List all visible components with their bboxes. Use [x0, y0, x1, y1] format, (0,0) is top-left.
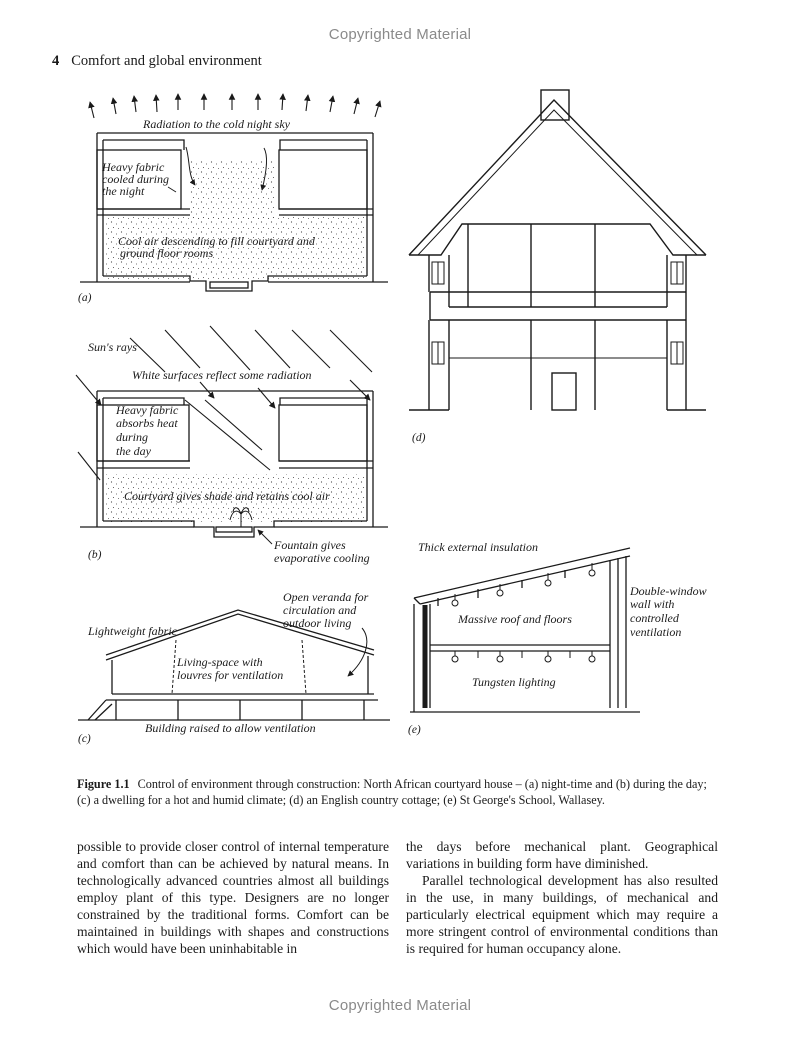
label-c: (c) [78, 733, 91, 745]
label-tungsten-lighting: Tungsten lighting [472, 675, 556, 689]
label-double-window-1: Double-window [630, 584, 707, 598]
label-d: (d) [412, 432, 426, 444]
diagram-d-cottage [409, 90, 706, 420]
label-heavy-fabric-day-1: Heavy fabric [116, 403, 179, 417]
page-number: 4 [52, 53, 60, 69]
figure-caption-text: Control of environment through construction: North African courtyard house – (a) night-time and (b) during the day; (c) a dwelling for a hot and humid climate; (d) an English country cottage; (e) St George's School, Wallasey. [77, 777, 707, 807]
label-veranda-2: circulation and [283, 603, 357, 617]
cottage-windows [432, 262, 683, 364]
label-veranda-1: Open veranda for [283, 590, 369, 604]
label-living-space-1: Living-space with [177, 655, 263, 669]
figure-caption [77, 776, 722, 808]
copyright-watermark-top: Copyrighted Material [328, 26, 472, 43]
label-e: (e) [408, 724, 421, 736]
label-building-raised: Building raised to allow ventilation [145, 721, 316, 735]
label-fountain-2: evaporative cooling [274, 551, 370, 565]
label-double-window-2: wall with [630, 597, 675, 611]
label-lightweight-fabric: Lightweight fabric [88, 624, 178, 638]
label-b: (b) [88, 549, 102, 561]
body-column-right [406, 838, 718, 957]
label-fountain-1: Fountain gives [274, 538, 346, 552]
copyright-watermark-bottom: Copyrighted Material [328, 997, 472, 1014]
label-radiation-night-sky: Radiation to the cold night sky [143, 117, 290, 131]
label-heavy-fabric-night-1: Heavy fabric [102, 160, 165, 174]
label-thick-insulation: Thick external insulation [418, 540, 538, 554]
label-a: (a) [78, 292, 92, 304]
running-title: Comfort and global environment [71, 53, 262, 69]
label-heavy-fabric-night-3: the night [102, 184, 145, 198]
label-heavy-fabric-day-2: absorbs heat [116, 416, 178, 430]
label-heavy-fabric-day-3: during [116, 430, 149, 444]
label-suns-rays: Sun's rays [88, 340, 137, 354]
body-column-left [77, 838, 389, 957]
label-veranda-3: outdoor living [283, 616, 352, 630]
body-paragraph: the days before mechanical plant. Geographical variations in building form have diminished. [406, 839, 718, 871]
radiation-arrows [90, 94, 380, 118]
label-double-window-3: controlled [630, 611, 679, 625]
label-double-window-4: ventilation [630, 625, 682, 639]
body-paragraph: Parallel technological development has also resulted in the use, in many buildings, of mechanical and particularly electrical equipment which may require a more stringent control of environmental conditions than is required for human occupancy alone. [406, 873, 718, 956]
label-courtyard-shade: Courtyard gives shade and retains cool air [124, 489, 330, 503]
body-paragraph: possible to provide closer control of internal temperature and comfort than can be achieved by natural means. In technologically advanced countries almost all buildings employ plant of this type. Designers are no longer constrained by the traditional forms. Comfort can be maintained in buildings with shapes and constructions which would have been uninhabitable in [77, 839, 389, 956]
label-living-space-2: louvres for ventilation [177, 668, 284, 682]
figure-caption-label: Figure 1.1 [77, 777, 130, 791]
label-cool-air-2: ground floor rooms [120, 246, 214, 260]
label-heavy-fabric-night-2: cooled during [102, 172, 169, 186]
label-white-surfaces: White surfaces reflect some radiation [132, 368, 312, 382]
label-massive-roof: Massive roof and floors [458, 612, 572, 626]
label-cool-air-1: Cool air descending to fill courtyard and [118, 234, 315, 248]
label-heavy-fabric-day-4: the day [116, 444, 151, 458]
